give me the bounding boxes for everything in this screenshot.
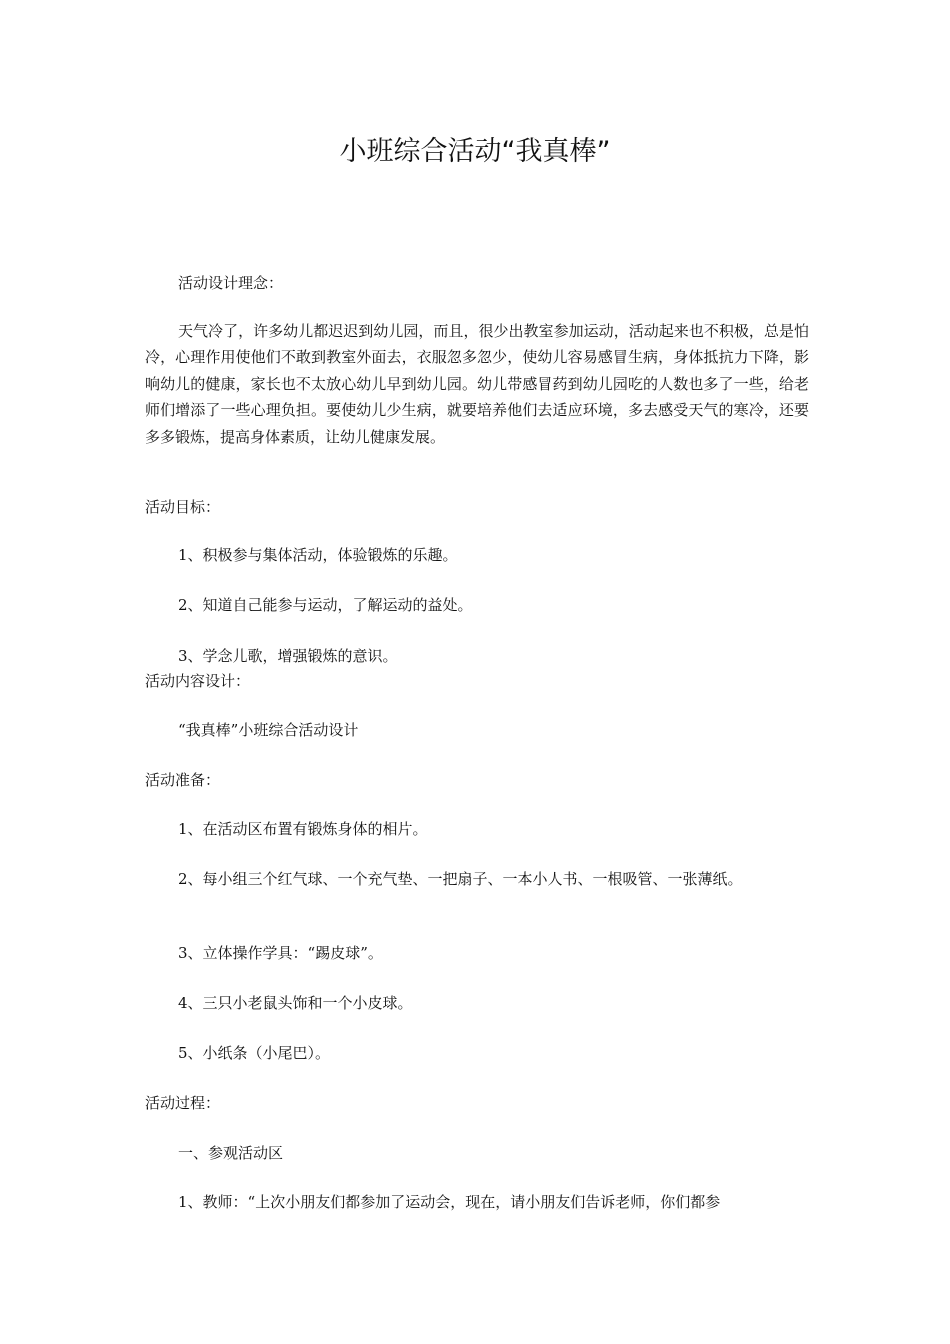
- goal-item-2: 2、知道自己能参与运动，了解运动的益处。: [178, 596, 473, 614]
- prep-item-3: 3、立体操作学具：“踢皮球”。: [178, 944, 383, 962]
- goal-item-1: 1、积极参与集体活动，体验锻炼的乐趣。: [178, 546, 458, 564]
- goals-heading: 活动目标：: [145, 498, 221, 516]
- prep-item-2: 2、每小组三个红气球、一个充气垫、一把扇子、一本小人书、一根吸管、一张薄纸。: [178, 870, 743, 888]
- process-item-1: 1、教师：“上次小朋友们都参加了运动会，现在，请小朋友们告诉老师，你们都参: [178, 1193, 721, 1211]
- prep-item-4: 4、三只小老鼠头饰和一个小皮球。: [178, 994, 413, 1012]
- content-item: “我真棒”小班综合活动设计: [178, 721, 359, 739]
- goal-item-3: 3、学念儿歌，增强锻炼的意识。: [178, 647, 398, 665]
- design-concept-heading: 活动设计理念：: [178, 274, 284, 292]
- process-heading: 活动过程：: [145, 1094, 221, 1112]
- document-title: 小班综合活动“我真棒”: [339, 136, 611, 167]
- content-heading: 活动内容设计：: [145, 672, 251, 690]
- prep-item-1: 1、在活动区布置有锻炼身体的相片。: [178, 820, 428, 838]
- process-step-1: 一、参观活动区: [178, 1144, 284, 1162]
- prep-heading: 活动准备：: [145, 771, 221, 789]
- design-concept-paragraph: 天气冷了，许多幼儿都迟迟到幼儿园，而且，很少出教室参加运动，活动起来也不积极，总是怕冷，心理作用使他们不敢到教室外面去，衣服忽多忽少，使幼儿容易感冒生病，身体抵抗力下降，影响幼儿的健康，家长也不太放心幼儿早到幼儿园。幼儿带感冒药到幼儿园吃的人数也多了一些，给老师们增添了一些心理负担。要使幼儿少生病，就要培养他们去适应环境，多去感受天气的寒冷，还要多多锻炼，提高身体素质，让幼儿健康发展。: [145, 322, 809, 446]
- prep-item-5: 5、小纸条（小尾巴）。: [178, 1044, 331, 1062]
